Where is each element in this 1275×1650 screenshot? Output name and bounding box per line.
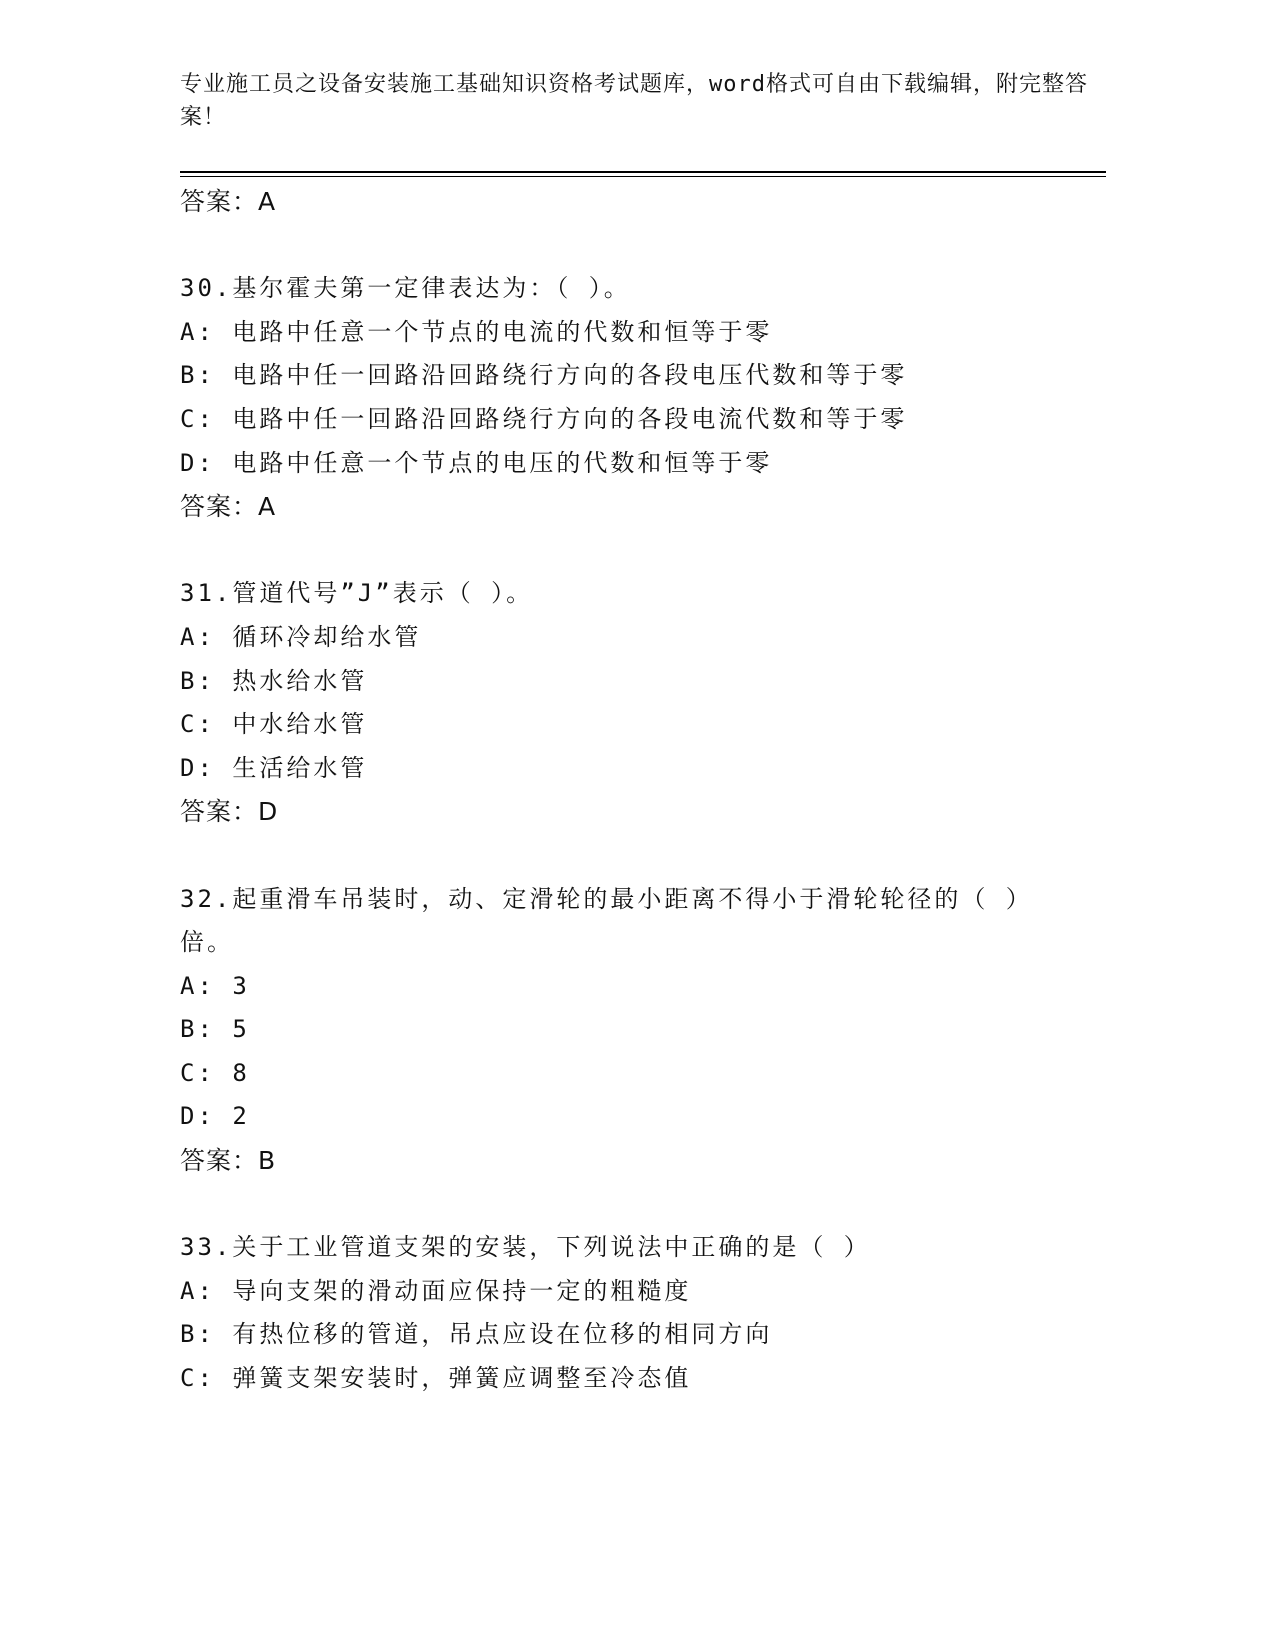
document-header: 专业施工员之设备安装施工基础知识资格考试题库，word格式可自由下载编辑，附完整答案！ bbox=[180, 72, 1088, 130]
option-d: D: 生活给水管 bbox=[180, 753, 368, 782]
question-31 bbox=[180, 572, 1110, 834]
question-gap bbox=[180, 1183, 1110, 1227]
question-stem: 30.基尔霍夫第一定律表达为：（ ）。 bbox=[180, 274, 631, 303]
option-c: C: 8 bbox=[180, 1058, 250, 1087]
question-33 bbox=[180, 1226, 1110, 1400]
option-b: B: 5 bbox=[180, 1015, 250, 1044]
option-a: A: 循环冷却给水管 bbox=[180, 622, 422, 651]
question-list bbox=[180, 180, 1110, 1401]
answer-line: 答案：D bbox=[180, 797, 279, 827]
option-b: B: 电路中任一回路沿回路绕行方向的各段电压代数和等于零 bbox=[180, 361, 908, 390]
option-a: A: 导向支架的滑动面应保持一定的粗糙度 bbox=[180, 1276, 692, 1305]
header-rule-thick bbox=[180, 171, 1106, 173]
option-c: C: 电路中任一回路沿回路绕行方向的各段电流代数和等于零 bbox=[180, 404, 908, 433]
option-d: D: 电路中任意一个节点的电压的代数和恒等于零 bbox=[180, 448, 773, 477]
option-b: B: 热水给水管 bbox=[180, 666, 368, 695]
question-stem: 33.关于工业管道支架的安装，下列说法中正确的是（ ） bbox=[180, 1233, 871, 1262]
question-gap bbox=[180, 834, 1110, 878]
question-gap bbox=[180, 224, 1110, 268]
question-30 bbox=[180, 267, 1110, 529]
option-a: A: 3 bbox=[180, 971, 250, 1000]
answer-line: 答案：A bbox=[180, 187, 277, 216]
option-c: C: 中水给水管 bbox=[180, 710, 368, 739]
question-stem: 31.管道代号”J”表示（ ）。 bbox=[180, 579, 534, 608]
option-c: C: 弹簧支架安装时，弹簧应调整至冷态值 bbox=[180, 1364, 692, 1393]
question-32 bbox=[180, 878, 1110, 1183]
answer-line: 答案：A bbox=[180, 492, 277, 522]
question-gap bbox=[180, 529, 1110, 573]
header-rule-thin bbox=[180, 176, 1106, 177]
question-stem: 32.起重滑车吊装时，动、定滑轮的最小距离不得小于滑轮轮径的（ ）倍。 bbox=[180, 884, 1021, 957]
option-b: B: 有热位移的管道，吊点应设在位移的相同方向 bbox=[180, 1320, 773, 1349]
option-d: D: 2 bbox=[180, 1102, 250, 1131]
answer-line: 答案：B bbox=[180, 1146, 277, 1176]
option-a: A: 电路中任意一个节点的电流的代数和恒等于零 bbox=[180, 317, 773, 346]
